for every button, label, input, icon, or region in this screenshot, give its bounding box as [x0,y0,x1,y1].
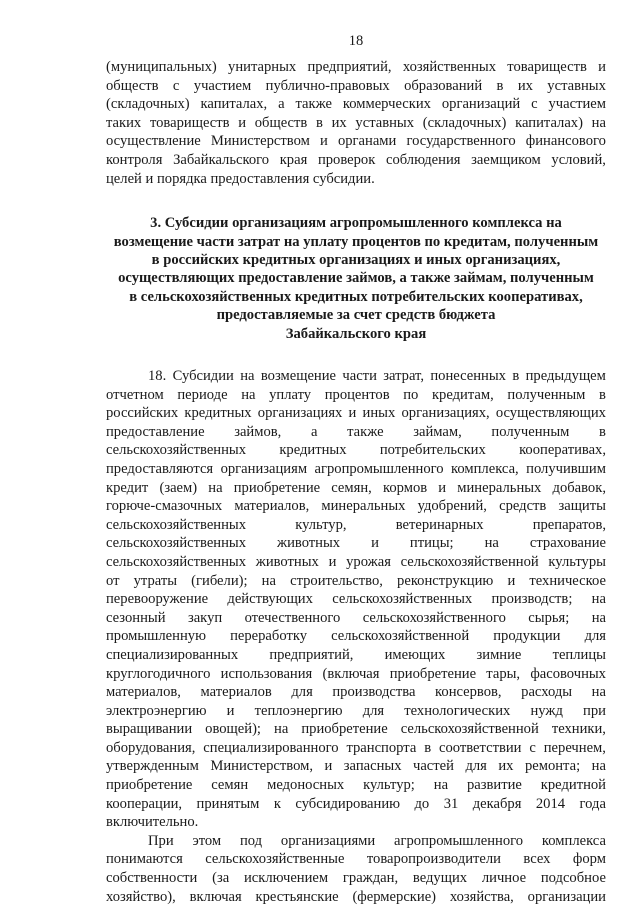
page-number: 18 [348,33,364,49]
text-line: (складочных) капиталах, а также коммерческих организаций с участием [106,96,606,113]
text-line: кредит (заем) на приобретение семян, кормов и минеральных добавок, [106,479,606,496]
text-line: круглогодичного использования (включая приобретение тары, фасовочных [106,665,606,682]
text-line: целей и порядка предоставления субсидии. [106,170,375,187]
text-line: контроля Забайкальского края проверок соблюдения заемщиком условий, [106,151,606,168]
text-line: предоставление займов, а также займам, полученным в [106,423,606,440]
text-line: понимаются сельскохозяйственные товаропроизводители всех форм [106,851,606,868]
text-line: собственности (за исключением граждан, ведущих личное подсобное [106,870,606,887]
text-line: сельскохозяйственных животных и урожая сельскохозяйственной культуры [106,553,606,570]
text-line: специализированных предприятий, имеющих зимние теплицы [106,646,606,663]
text-line: таких товариществ и обществ в их уставных (складочных) капиталах) на [106,114,606,131]
text-line: приобретение семян медоносных культур; на развитие кредитной [106,777,606,794]
text-line: материалов, материалов для производства консервов, расходы на [106,684,606,701]
text-line: горюче-смазочных материалов, минеральных удобрений, средств защиты [106,498,606,515]
intro-paragraph [106,58,606,188]
text-line: сельскохозяйственных культур, ветеринарных препаратов, [106,516,606,533]
document-page [106,32,606,906]
text-line: сезонный закуп отечественного сельскохозяйственного сырья; на [106,609,606,626]
text-line: отчетном периоде на уплату процентов по кредитам, полученным в [106,386,606,403]
text-line: сельскохозяйственных животных и птицы; на страхование [106,535,606,552]
text-line: 18. Субсидии на возмещение части затрат, понесенных в предыдущем [148,368,606,384]
text-line: (муниципальных) унитарных предприятий, хозяйственных товариществ и [106,59,606,75]
paragraph-18 [106,367,606,832]
paragraph-organizations [106,832,606,906]
heading-line: в российских кредитных организациях и иных организациях, [151,251,561,268]
text-line: кооперации, принятым к субсидированию до 31 декабря 2014 года [106,795,606,812]
text-line: осуществление Министерством и органами государственного финансового [106,133,606,150]
text-line: от утраты (гибели); на строительство, реконструкцию и техническое [106,572,606,589]
heading-line: возмещение части затрат на уплату процентов по кредитам, полученным [113,233,599,250]
text-line: При этом под организациями агропромышленного комплекса [148,832,606,849]
heading-line: предоставляемые за счет средств бюджета [216,307,496,324]
heading-line: в сельскохозяйственных кредитных потребительских кооперативах, [129,288,583,305]
text-line: предоставляются организациям агропромышленного комплекса, получившим [106,460,606,477]
text-line: российских кредитных организациях и иных организациях, осуществляющих [106,405,606,422]
text-line: обществ с участием публично-правовых образований в их уставных [106,77,606,94]
heading-line: осуществляющих предоставление займов, а также займам, полученным [118,270,594,287]
text-line: сельскохозяйственных кредитных потребительских кооперативах, [106,442,606,459]
text-line: оборудования, специализированного транспорта в соответствии с перечнем, [106,739,606,756]
text-line: хозяйство), включая крестьянские (фермерские) хозяйства, организации [106,888,606,905]
section-heading [106,214,606,343]
text-line: перевооружение действующих сельскохозяйственных производств; на [106,591,606,608]
text-line: выращивании овощей); на приобретение сельскохозяйственной техники, [106,721,606,738]
heading-line: 3. Субсидии организациям агропромышленного комплекса на [150,215,562,232]
text-line: промышленную переработку сельскохозяйственной продукции для [106,628,606,645]
text-line: электроэнергию и теплоэнергию для технологических нужд при [106,702,606,719]
text-line: утвержденным Министерством, и запасных частей для их ремонта; на [106,758,606,775]
text-line: включительно. [106,814,199,831]
heading-line: Забайкальского края [285,325,427,342]
